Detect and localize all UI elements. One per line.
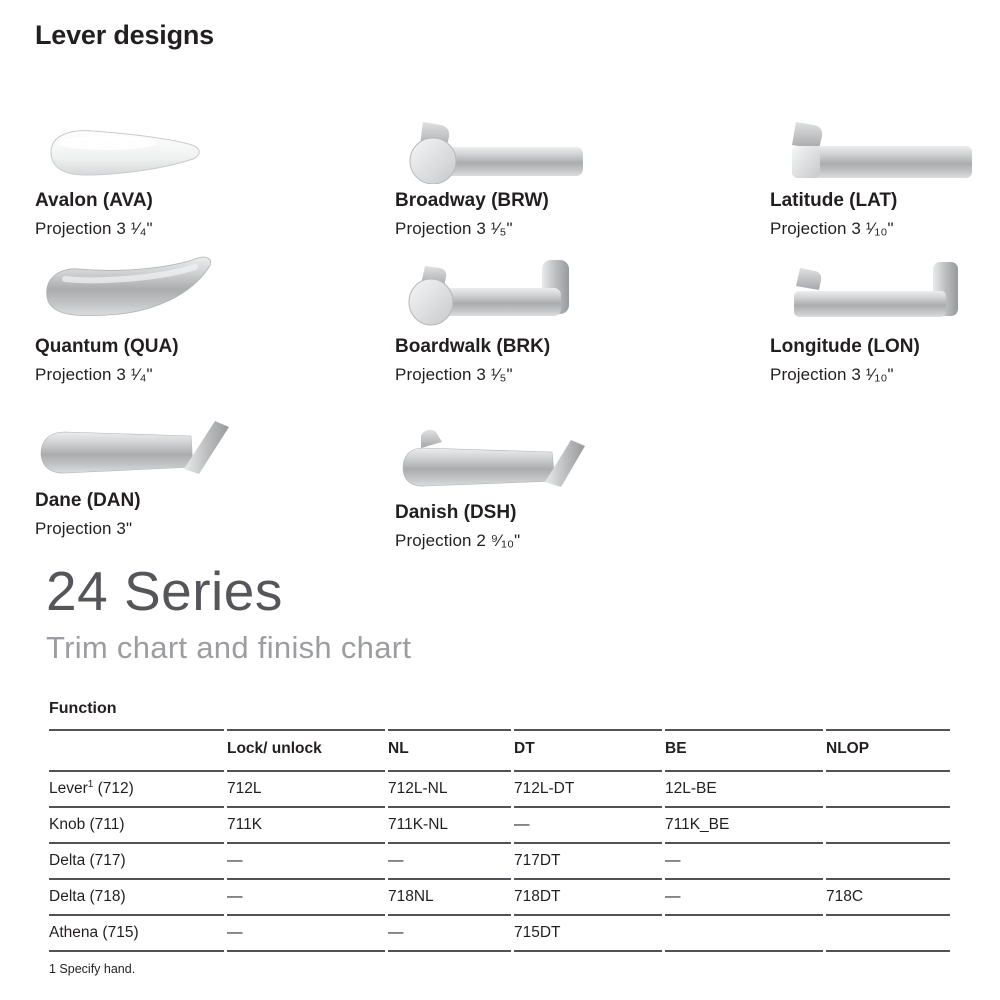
lever-card-quantum xyxy=(35,236,365,385)
quantum-lever-image xyxy=(35,256,220,330)
row-label: Athena (715) xyxy=(49,916,224,952)
table-cell xyxy=(826,772,950,808)
table-cell xyxy=(826,916,950,952)
table-cell: 718DT xyxy=(514,880,662,916)
footnote-marker: 1 xyxy=(87,778,94,790)
series-title: 24 Series xyxy=(46,560,283,622)
lever-name: Avalon (AVA) xyxy=(35,190,153,211)
table-cell: 715DT xyxy=(514,916,662,952)
lever-name: Danish (DSH) xyxy=(395,502,517,523)
table-cell: — xyxy=(514,808,662,844)
lever-projection: Projection 3 ¹⁄₅" xyxy=(395,219,513,238)
lever-projection: Projection 2 ⁹⁄₁₀" xyxy=(395,531,521,550)
avalon-lever-art xyxy=(35,108,365,184)
table-cell: — xyxy=(227,916,385,952)
table-cell: — xyxy=(665,880,823,916)
function-table xyxy=(46,729,953,952)
table-cell: — xyxy=(227,880,385,916)
table-cell: 712L xyxy=(227,772,385,808)
lever-projection: Projection 3 ¹⁄₅" xyxy=(395,365,513,384)
table-cell: 717DT xyxy=(514,844,662,880)
danish-lever-art xyxy=(395,412,745,496)
lever-name: Quantum (QUA) xyxy=(35,336,179,357)
lever-projection: Projection 3 ¹⁄₄" xyxy=(35,365,153,384)
latitude-lever-image xyxy=(770,118,975,184)
header-row xyxy=(49,729,950,772)
danish-lever-image xyxy=(395,426,595,496)
table-cell: — xyxy=(227,844,385,880)
lever-card-dane xyxy=(35,402,365,539)
row-label: Delta (718) xyxy=(49,880,224,916)
lever-projection: Projection 3 ¹⁄₄" xyxy=(35,219,153,238)
broadway-lever-image xyxy=(395,116,590,184)
table-cell: 711K xyxy=(227,808,385,844)
column-header-dt: DT xyxy=(514,729,662,772)
column-header-be: BE xyxy=(665,729,823,772)
quantum-lever-art xyxy=(35,236,365,330)
table-row xyxy=(49,808,950,844)
table-row xyxy=(49,916,950,952)
column-header-nlop: NLOP xyxy=(826,729,950,772)
table-cell: — xyxy=(388,916,511,952)
lever-name: Dane (DAN) xyxy=(35,490,141,511)
table-cell: 712L-NL xyxy=(388,772,511,808)
broadway-lever-art xyxy=(395,104,745,184)
column-header-lock-unlock: Lock/ unlock xyxy=(227,729,385,772)
dane-lever-image xyxy=(35,416,230,484)
table-cell: 718C xyxy=(826,880,950,916)
lever-card-boardwalk xyxy=(395,236,745,385)
lever-card-longitude xyxy=(770,236,995,385)
table-cell: 711K_BE xyxy=(665,808,823,844)
lever-name: Boardwalk (BRK) xyxy=(395,336,551,357)
lever-card-danish xyxy=(395,412,745,551)
row-label: Knob (711) xyxy=(49,808,224,844)
function-table-block xyxy=(46,700,960,976)
boardwalk-lever-art xyxy=(395,236,745,330)
table-cell: — xyxy=(388,844,511,880)
table-cell: 718NL xyxy=(388,880,511,916)
series-heading-block xyxy=(46,560,412,666)
row-label: Lever$^1$ (712) xyxy=(49,772,224,808)
longitude-lever-art xyxy=(770,236,995,330)
lever-name: Longitude (LON) xyxy=(770,336,920,357)
table-cell xyxy=(665,916,823,952)
lever-card-broadway xyxy=(395,104,745,239)
row-label: Delta (717) xyxy=(49,844,224,880)
boardwalk-lever-image xyxy=(395,258,585,330)
lever-projection: Projection 3 ¹⁄₁₀" xyxy=(770,219,894,238)
table-footnote: 1 Specify hand. xyxy=(49,962,136,976)
series-subtitle: Trim chart and finish chart xyxy=(46,629,412,665)
lever-card-avalon xyxy=(35,108,365,239)
function-label: Function xyxy=(49,700,117,717)
avalon-lever-image xyxy=(35,122,210,184)
page-title: Lever designs xyxy=(35,20,214,50)
corner-header xyxy=(49,729,224,772)
longitude-lever-image xyxy=(770,260,975,330)
table-cell: 712L-DT xyxy=(514,772,662,808)
lever-card-latitude xyxy=(770,104,995,239)
lever-name: Latitude (LAT) xyxy=(770,190,898,211)
lever-name: Broadway (BRW) xyxy=(395,190,549,211)
table-cell xyxy=(826,844,950,880)
table-row xyxy=(49,844,950,880)
lever-projection: Projection 3" xyxy=(35,519,133,538)
table-cell xyxy=(826,808,950,844)
table-row xyxy=(49,880,950,916)
latitude-lever-art xyxy=(770,104,995,184)
table-cell: — xyxy=(665,844,823,880)
lever-projection: Projection 3 ¹⁄₁₀" xyxy=(770,365,894,384)
table-cell: 12L-BE xyxy=(665,772,823,808)
dane-lever-art xyxy=(35,402,365,484)
column-header-nl: NL xyxy=(388,729,511,772)
table-cell: 711K-NL xyxy=(388,808,511,844)
table-row xyxy=(49,772,950,808)
